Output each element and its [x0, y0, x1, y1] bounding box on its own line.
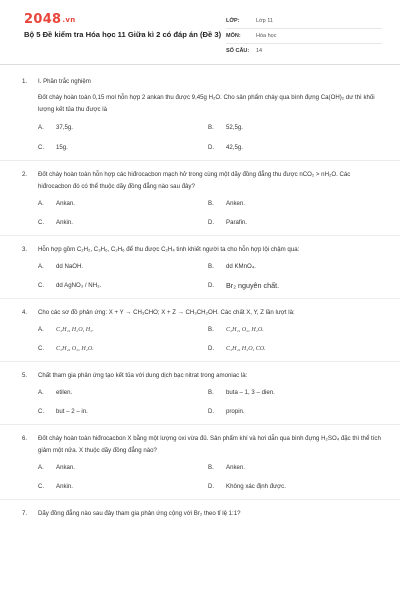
meta-key: MÔN: — [226, 33, 241, 39]
option-label: C. — [38, 219, 45, 226]
option-text: C₂H₄, H₂O, CO. — [226, 346, 266, 352]
option-d[interactable] — [208, 217, 378, 229]
option-label: B. — [208, 124, 214, 131]
option-label: C. — [38, 345, 45, 352]
page-header — [0, 0, 400, 64]
question-number: 7. — [22, 510, 28, 517]
option-d[interactable] — [208, 343, 378, 355]
option-text: Không xác định được. — [226, 483, 286, 490]
option-text: Ankin. — [56, 219, 73, 226]
option-d[interactable] — [208, 406, 378, 418]
question-text: Đốt cháy hoàn toàn 0,15 mol hỗn hợp 2 ankan thu được 9,45g H₂O. Cho sản phẩm cháy qua bình đựng Ca(OH)₂ dư thì khối lượng kết tủa thu được là — [38, 94, 375, 113]
option-b[interactable] — [208, 387, 378, 399]
option-label: D. — [208, 219, 215, 226]
question-divider — [0, 361, 400, 362]
meta-key: SỐ CÂU: — [226, 48, 250, 54]
option-label: B. — [208, 389, 214, 396]
option-b[interactable] — [208, 261, 378, 273]
question-divider — [0, 235, 400, 236]
option-a[interactable] — [38, 261, 208, 273]
option-label: D. — [208, 408, 215, 415]
question-2 — [22, 169, 382, 229]
option-text: dd NaOH. — [56, 263, 84, 270]
question-text: Chất tham gia phản ứng tạo kết tủa với dung dịch bạc nitrat trong amoniac là: — [38, 372, 248, 379]
option-text: 37,5g. — [56, 124, 73, 131]
meta-row-subject — [226, 29, 382, 44]
option-text: Br₂ nguyên chất. — [226, 281, 280, 290]
option-text: but – 2 – in. — [56, 408, 88, 415]
question-text: I. Phần trắc nghiệm — [38, 78, 91, 85]
option-b[interactable] — [208, 324, 378, 336]
option-label: A. — [38, 464, 44, 471]
option-c[interactable] — [38, 481, 208, 493]
option-a[interactable] — [38, 462, 208, 474]
option-a[interactable] — [38, 122, 208, 134]
option-label: B. — [208, 200, 214, 207]
option-text: Parafin. — [226, 219, 248, 226]
option-a[interactable] — [38, 387, 208, 399]
option-c[interactable] — [38, 142, 208, 154]
question-divider — [0, 160, 400, 161]
question-number: 4. — [22, 309, 28, 316]
option-text: Anken. — [226, 464, 245, 471]
meta-value: Hóa học — [256, 33, 277, 39]
logo-tld: .vn — [62, 16, 76, 24]
option-text: C₂H₂, O₂, H₂O. — [226, 327, 264, 333]
option-label: A. — [38, 326, 44, 333]
option-text: etilen. — [56, 389, 73, 396]
question-text: Đốt cháy hoàn toàn hỗn hợp các hiđrocacbon mạch hở trong cùng một dãy đồng đẳng thu được nCO₂ > nH₂O. Các hiđrocacbon đó có thể thuộc dãy đồng đẳng nào sau đây? — [38, 171, 351, 190]
option-a[interactable] — [38, 198, 208, 210]
question-6 — [22, 433, 382, 493]
option-label: D. — [208, 345, 215, 352]
option-text: buta – 1, 3 – dien. — [226, 389, 275, 396]
question-number: 6. — [22, 435, 28, 442]
option-label: D. — [208, 144, 215, 151]
meta-row-class — [226, 14, 382, 29]
site-logo[interactable] — [24, 12, 76, 27]
question-text: Hỗn hợp gồm C₂H₂, C₃H₆, C₂H₆ để thu được C₂H₄ tinh khiết người ta cho hỗn hợp lội chậm qua: — [38, 246, 300, 253]
question-number: 1. — [22, 78, 28, 85]
meta-value: Lớp 11 — [256, 18, 273, 24]
question-number: 5. — [22, 372, 28, 379]
option-text: propin. — [226, 408, 245, 415]
question-text: Đốt cháy hoàn toàn hiđrocacbon X bằng một lượng oxi vừa đủ. Sản phẩm khí và hơi dẫn qua bình đựng H₂SO₄ đặc thì thể tích giảm một nửa. X thuộc dãy đồng đẳng nào? — [38, 435, 381, 454]
option-d[interactable] — [208, 280, 378, 292]
option-b[interactable] — [208, 462, 378, 474]
meta-row-count — [226, 44, 382, 58]
question-1 — [22, 76, 382, 154]
option-a[interactable] — [38, 324, 208, 336]
option-text: dd KMnO₄. — [226, 263, 256, 270]
option-label: A. — [38, 200, 44, 207]
question-3 — [22, 244, 382, 292]
option-label: C. — [38, 282, 45, 289]
option-label: C. — [38, 408, 45, 415]
option-text: 52,5g. — [226, 124, 243, 131]
option-label: A. — [38, 124, 44, 131]
option-c[interactable] — [38, 280, 208, 292]
question-divider — [0, 424, 400, 425]
option-text: Anken. — [226, 200, 245, 207]
question-text: Cho các sơ đồ phản ứng: X + Y → CH₃CHO; X + Z → CH₃CH₂OH. Các chất X, Y, Z lần lượt là: — [38, 309, 295, 316]
option-text: Ankin. — [56, 483, 73, 490]
option-label: B. — [208, 326, 214, 333]
page-title: Bộ 5 Đề kiểm tra Hóa học 11 Giữa kì 2 có đáp án (Đề 3) — [24, 30, 222, 39]
question-number: 2. — [22, 171, 28, 178]
question-text: Dãy đồng đẳng nào sau đây tham gia phản ứng cộng với Br₂ theo tỉ lệ 1:1? — [38, 510, 241, 517]
option-d[interactable] — [208, 481, 378, 493]
option-text: 15g. — [56, 144, 68, 151]
option-c[interactable] — [38, 343, 208, 355]
question-divider — [0, 499, 400, 500]
option-text: dd AgNO₃ / NH₃. — [56, 282, 102, 289]
option-label: A. — [38, 389, 44, 396]
option-label: D. — [208, 282, 215, 289]
meta-key: LỚP: — [226, 18, 240, 24]
header-divider — [0, 64, 400, 65]
option-label: A. — [38, 263, 44, 270]
option-c[interactable] — [38, 217, 208, 229]
option-text: C₂H₄, O₂, H₂O. — [56, 346, 94, 352]
option-label: C. — [38, 144, 45, 151]
option-c[interactable] — [38, 406, 208, 418]
option-b[interactable] — [208, 198, 378, 210]
option-label: C. — [38, 483, 45, 490]
option-text: Ankan. — [56, 464, 75, 471]
option-b[interactable] — [208, 122, 378, 134]
option-text: Ankan. — [56, 200, 75, 207]
question-5 — [22, 370, 382, 418]
question-divider — [0, 298, 400, 299]
question-4 — [22, 307, 382, 355]
question-list — [0, 76, 400, 520]
option-label: D. — [208, 483, 215, 490]
option-d[interactable] — [208, 142, 378, 154]
option-label: B. — [208, 464, 214, 471]
logo-text: 2048 — [24, 12, 62, 27]
option-text: C₂H₂, H₂O, H₂. — [56, 327, 94, 333]
question-7 — [22, 508, 382, 520]
option-text: 42,5g. — [226, 144, 243, 151]
option-label: B. — [208, 263, 214, 270]
question-number: 3. — [22, 246, 28, 253]
meta-value: 14 — [256, 48, 263, 54]
meta-table — [226, 14, 382, 58]
